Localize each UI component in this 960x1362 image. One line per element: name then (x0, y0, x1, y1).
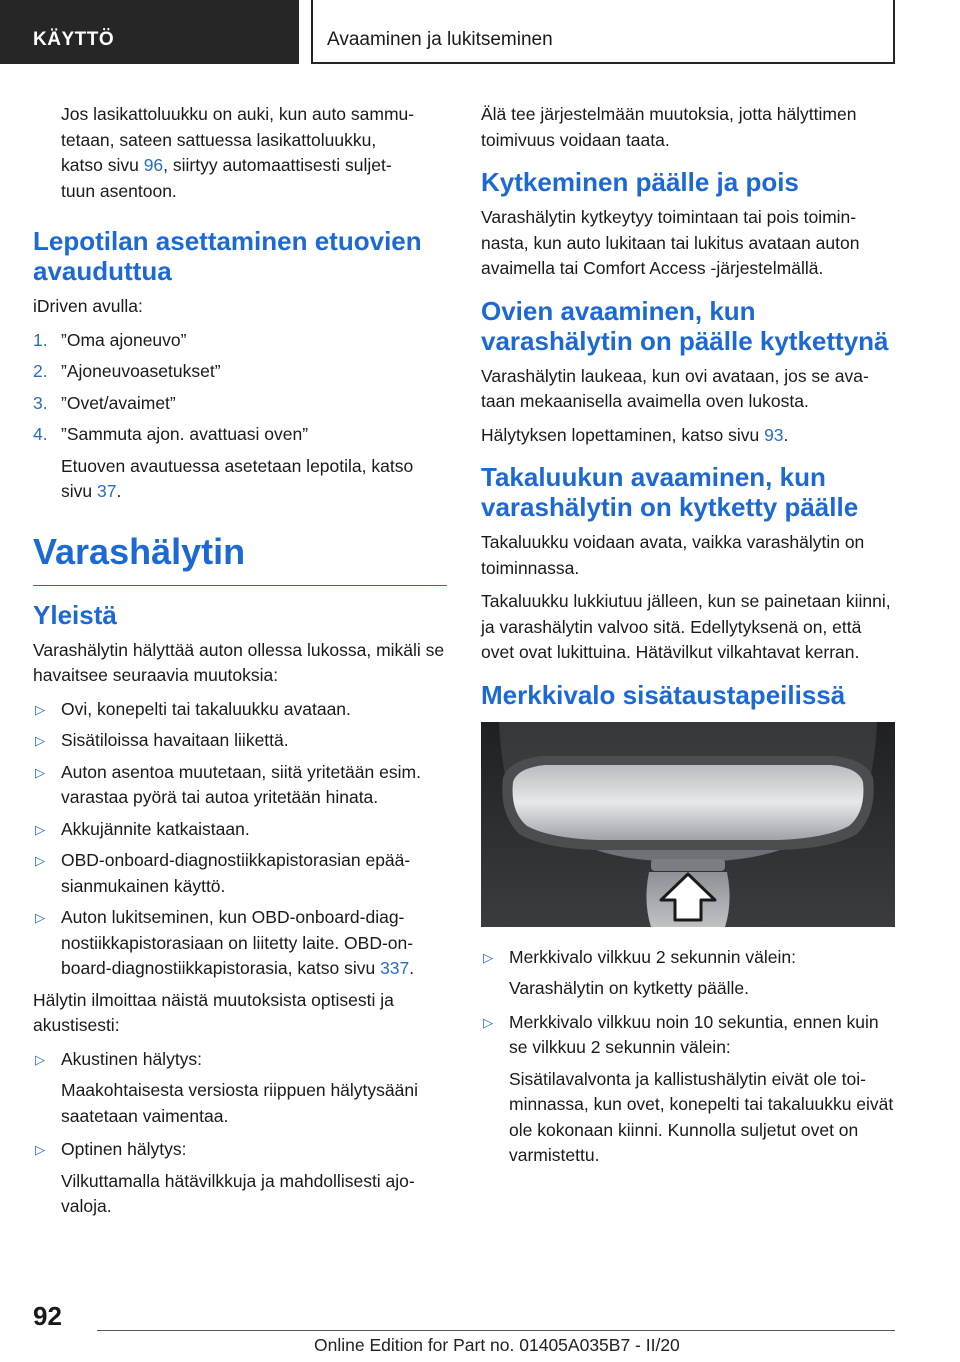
triangle-right-icon: ▷ (483, 949, 493, 965)
p-no-changes: Älä tee järjestelmään muutoksia, jotta hälyttimen toimivuus voidaan taata. (481, 104, 857, 150)
step4-note: Etuoven avautuessa asetetaan lepotila, katso sivu 37. (61, 455, 414, 501)
list-item: 3. ”Ovet/avaimet” (33, 392, 176, 413)
footer-divider (97, 1330, 895, 1331)
left-column (33, 102, 447, 1228)
idrive-text: iDriven avulla: (33, 296, 143, 316)
taka-p2: Takaluukku lukkiutuu jälleen, kun se painetaan kiinni, ja varashälytin valvoo sitä. Edellytyksenä on, että ovet ovat lukittuina. Hätävilkut vilkahtavat kerran. (481, 591, 891, 662)
triangle-right-icon: ▷ (35, 701, 45, 717)
triangle-right-icon: ▷ (35, 764, 45, 780)
list-item: 1. ”Oma ajoneuvo” (33, 329, 187, 350)
list-item: ▷ Auton asentoa muutetaan, siitä yritetään esim. varastaa pyörä tai autoa yritetään hinata. (35, 761, 421, 807)
heading-lepotila: Lepotilan asettaminen etuovien avauduttua (33, 226, 422, 286)
list-item: ▷ Merkkivalo vilkkuu 2 sekunnin välein: (481, 945, 895, 971)
list-item: 4. ”Sammuta ajon. avattuasi oven” (33, 424, 309, 444)
ovien-text: Varashälytin laukeaa, kun ovi avataan, jos se ava-taan mekaanisella avaimella oven lukosta. (481, 365, 869, 411)
page-link-96[interactable]: 96 (143, 155, 164, 175)
heading-takaluukku: Takaluukun avaaminen, kun varashälytin on kytketty päälle (481, 462, 859, 522)
m-b1-note: Varashälytin on kytketty päälle. (509, 978, 749, 998)
list-item: ▷ OBD-onboard-diagnostiikkapistorasian epää-sianmukainen käyttö. (35, 850, 411, 896)
rearview-mirror-image (481, 722, 895, 927)
header-section-label: KÄYTTÖ (33, 29, 115, 50)
indicator-list-2 (481, 1010, 895, 1061)
list-item: ▷ Akkujännite katkaistaan. (33, 817, 447, 843)
yleista-text: Varashälytin hälyttää auton ollessa lukossa, mikäli se havaitsee seuraavia muutoksia: (33, 639, 445, 685)
alarm-optical-note: Vilkuttamalla hätävilkkuja ja mahdollisesti ajo-valoja. (61, 1170, 415, 1216)
page-link-337[interactable]: 337 (380, 958, 410, 978)
header-chapter-tab (311, 0, 895, 64)
triangle-right-icon: ▷ (35, 821, 45, 837)
changes-list (33, 697, 447, 982)
list-item: ▷ Akustinen hälytys: (33, 1047, 447, 1073)
page-link-37[interactable]: 37 (96, 481, 117, 501)
list-item: 2. ”Ajoneuvoasetukset” (33, 361, 221, 381)
kytkeminen-text: Varashälytin kytkeytyy toimintaan tai pois toimin-nasta, kun auto lukitaan tai lukitus avataan auton avaimella tai Comfort Access -järjestelmällä. (481, 207, 860, 278)
alarm-intro: Hälytin ilmoittaa näistä muutoksista optisesti ja akustisesti: (33, 989, 394, 1035)
taka-p1: Takaluukku voidaan avata, vaikka varashälytin on toiminnassa. (481, 532, 865, 578)
list-item: ▷ Optinen hälytys: (33, 1137, 447, 1163)
alarm-acoustic-note: Maakohtaisesta versiosta riippuen hälytysääni saatetaan vaimentaa. (61, 1080, 418, 1126)
list-item: ▷ Auton lukitseminen, kun OBD-onboard-diag-nostiikkapistorasiaan on liitetty laite. OBD-on-board-diagnostiikkapistorasia, katso sivu 337. (35, 907, 415, 978)
heading-yleista: Yleistä (33, 599, 117, 630)
intro-paragraph: Jos lasikattoluukku on auki, kun auto sammu- tetaan, sateen sattuessa lasikattoluukku, katso sivu 96, siirtyy automaattisesti suljet- tuun asentoon. (61, 104, 415, 201)
footer-edition: Online Edition for Part no. 01405A035B7 - II/20 (314, 1335, 680, 1355)
heading-varashalytin: Varashälytin (33, 531, 447, 586)
halytys-stop: Hälytyksen lopettaminen, katso sivu 93. (481, 424, 789, 445)
right-column (481, 102, 895, 1177)
triangle-right-icon: ▷ (35, 733, 45, 748)
mirror-illustration (481, 722, 895, 927)
triangle-right-icon: ▷ (35, 910, 45, 925)
triangle-right-icon: ▷ (35, 853, 45, 868)
header-section-tab (0, 0, 299, 64)
triangle-right-icon: ▷ (35, 1051, 45, 1067)
page-link-93[interactable]: 93 (764, 424, 784, 445)
list-item: ▷ Sisätiloissa havaitaan liikettä. (33, 728, 447, 754)
triangle-right-icon: ▷ (35, 1142, 45, 1157)
m-b2-note: Sisätilavalvonta ja kallistushälytin eivät ole toi-minnassa, kun ovet, konepelti tai takaluukku eivät ole kokonaan kiinni. Kunnolla suljetut ovet on varmistettu. (509, 1068, 894, 1165)
list-item: ▷ Ovi, konepelti tai takaluukku avataan. (33, 697, 447, 723)
header-chapter-label: Avaaminen ja lukitseminen (327, 29, 553, 50)
heading-merkkivalo: Merkkivalo sisätaustapeilissä (481, 679, 846, 710)
indicator-list (481, 945, 895, 971)
alarm-list (33, 1047, 447, 1073)
heading-kytkeminen: Kytkeminen päälle ja pois (481, 167, 799, 197)
list-item: ▷ Merkkivalo vilkkuu noin 10 sekuntia, ennen kuin se vilkkuu 2 sekunnin välein: (483, 1011, 879, 1057)
steps-list (33, 328, 447, 448)
page-number: 92 (33, 1301, 62, 1331)
heading-ovien-avaaminen: Ovien avaaminen, kun varashälytin on päälle kytkettynä (481, 295, 889, 356)
alarm-list-2 (33, 1137, 447, 1163)
triangle-right-icon: ▷ (483, 1014, 493, 1030)
